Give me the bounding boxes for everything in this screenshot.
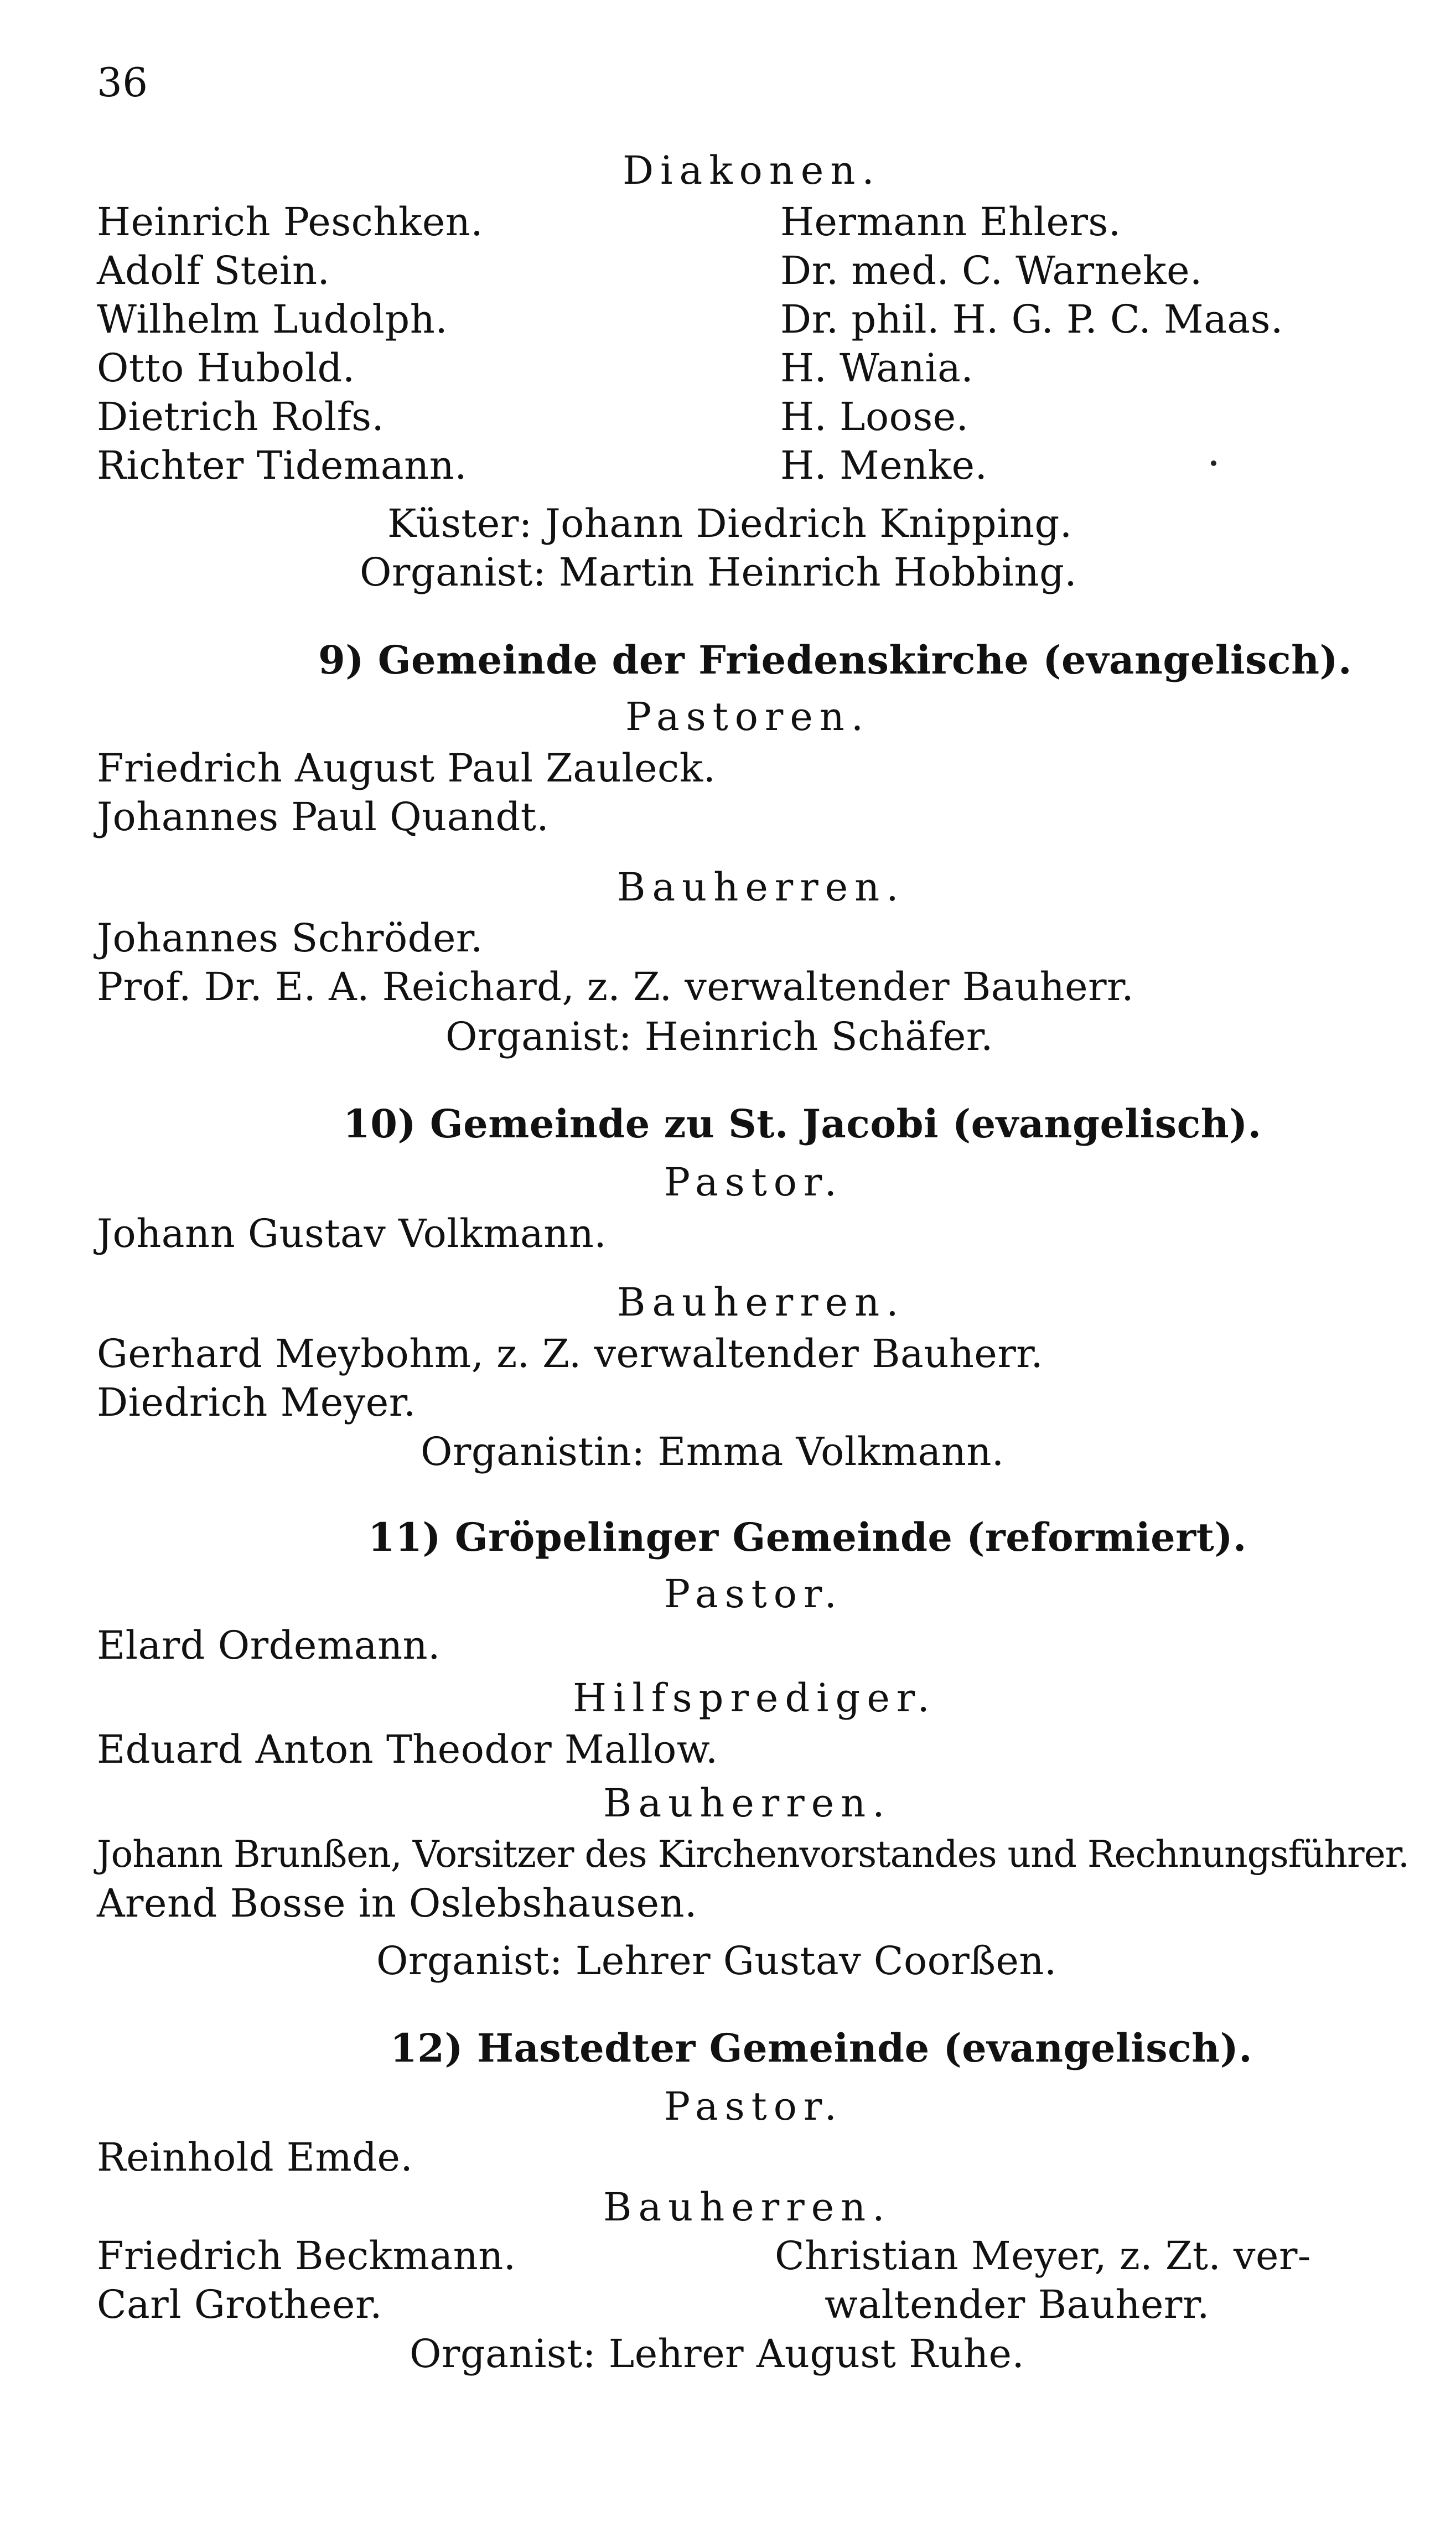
bauherr-name: Johannes Schröder. bbox=[97, 915, 483, 961]
organist-line: Organist: Heinrich Schäfer. bbox=[445, 1014, 993, 1059]
hilfsprediger-name: Eduard Anton Theodor Mallow. bbox=[97, 1727, 718, 1772]
pastor-label: Pastor. bbox=[664, 2084, 843, 2129]
pastor-name: Johann Gustav Volkmann. bbox=[97, 1211, 607, 1256]
bauherr-name: Johann Brunßen, Vorsitzer des Kirchenvorstandes und Rechnungsführer. bbox=[97, 1833, 1410, 1876]
diakonen-right-item: Dr. phil. H. G. P. C. Maas. bbox=[780, 297, 1283, 342]
diakonen-heading: Diakonen. bbox=[623, 148, 881, 193]
bauherren-label: Bauherren. bbox=[603, 2184, 892, 2230]
section-heading: 11) Gröpelinger Gemeinde (reformiert). bbox=[368, 1514, 1247, 1560]
diakonen-right-item: H. Loose. bbox=[780, 394, 969, 439]
organist-line: Organist: Lehrer Gustav Coorßen. bbox=[376, 1938, 1057, 1984]
bauherr-name: Gerhard Meybohm, z. Z. verwaltender Bauherr. bbox=[97, 1331, 1044, 1376]
bauherren-label: Bauherren. bbox=[617, 864, 905, 910]
bauherren-label: Bauherren. bbox=[603, 1780, 892, 1826]
bauherr-name: Carl Grotheer. bbox=[97, 2282, 383, 2327]
bauherr-name: Arend Bosse in Oslebshausen. bbox=[97, 1881, 697, 1926]
pastor-name: Reinhold Emde. bbox=[97, 2135, 413, 2180]
diakonen-left-item: Otto Hubold. bbox=[97, 345, 355, 391]
pastor-name: Elard Ordemann. bbox=[97, 1623, 441, 1668]
organist-line: Organist: Martin Heinrich Hobbing. bbox=[360, 550, 1077, 595]
ink-speck bbox=[1211, 460, 1216, 466]
organist-line: Organistin: Emma Volkmann. bbox=[421, 1429, 1004, 1474]
diakonen-left-item: Adolf Stein. bbox=[97, 248, 330, 293]
kuester-line: Küster: Johann Diedrich Knipping. bbox=[387, 501, 1072, 546]
diakonen-left-item: Richter Tidemann. bbox=[97, 443, 467, 488]
page-number: 36 bbox=[97, 59, 148, 106]
diakonen-left-item: Heinrich Peschken. bbox=[97, 199, 484, 245]
diakonen-left-item: Wilhelm Ludolph. bbox=[97, 297, 448, 342]
hilfsprediger-label: Hilfsprediger. bbox=[573, 1675, 936, 1721]
bauherr-name: Prof. Dr. E. A. Reichard, z. Z. verwaltender Bauherr. bbox=[97, 964, 1134, 1009]
diakonen-right-item: Hermann Ehlers. bbox=[780, 199, 1121, 245]
section-heading: 9) Gemeinde der Friedenskirche (evangelisch). bbox=[318, 637, 1352, 683]
pastor-label: Pastor. bbox=[664, 1159, 843, 1205]
pastoren-label: Pastoren. bbox=[625, 694, 871, 739]
bauherr-name: Christian Meyer, z. Zt. ver- bbox=[775, 2233, 1312, 2279]
diakonen-right-item: H. Wania. bbox=[780, 345, 974, 391]
bauherr-name: Friedrich Beckmann. bbox=[97, 2233, 516, 2279]
pastor-name: Friedrich August Paul Zauleck. bbox=[97, 745, 716, 791]
section-heading: 10) Gemeinde zu St. Jacobi (evangelisch). bbox=[343, 1101, 1262, 1147]
section-heading: 12) Hastedter Gemeinde (evangelisch). bbox=[390, 2025, 1253, 2071]
diakonen-right-item: Dr. med. C. Warneke. bbox=[780, 248, 1203, 293]
diakonen-left-item: Dietrich Rolfs. bbox=[97, 394, 385, 439]
diakonen-right-item: H. Menke. bbox=[780, 443, 988, 488]
pastor-label: Pastor. bbox=[664, 1571, 843, 1617]
bauherr-name: Diedrich Meyer. bbox=[97, 1380, 416, 1425]
organist-line: Organist: Lehrer August Ruhe. bbox=[410, 2331, 1025, 2377]
bauherr-name: waltender Bauherr. bbox=[825, 2282, 1210, 2327]
bauherren-label: Bauherren. bbox=[617, 1280, 905, 1325]
pastor-name: Johannes Paul Quandt. bbox=[97, 794, 550, 840]
